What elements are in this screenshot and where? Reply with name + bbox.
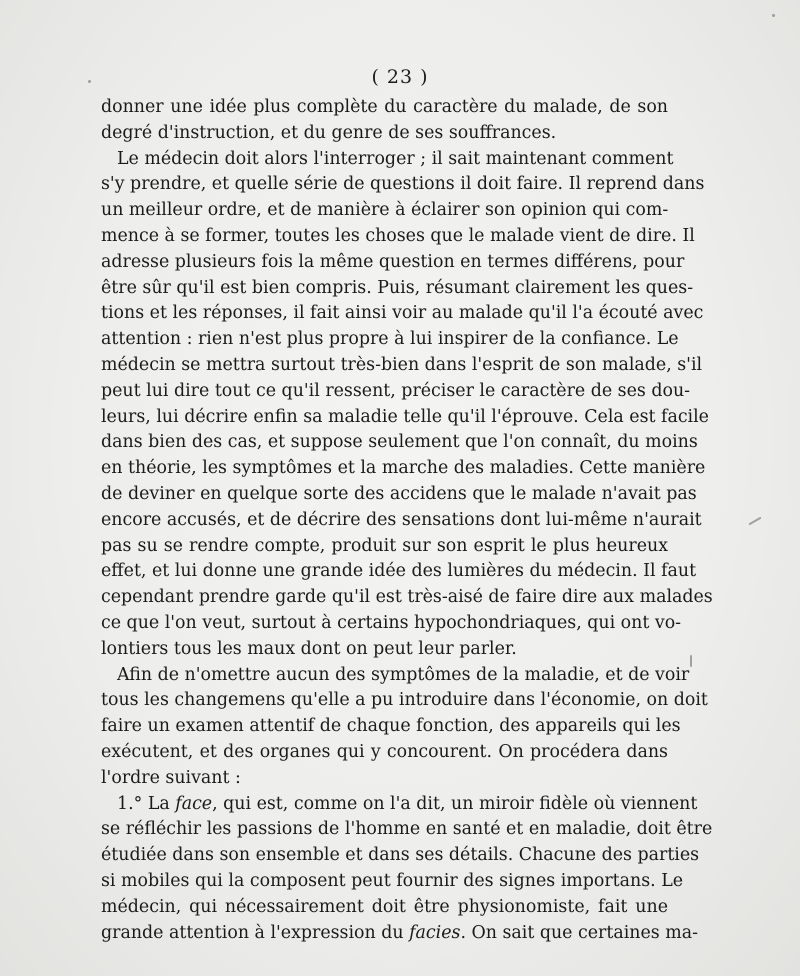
text-line: peut lui dire tout ce qu'il ressent, préciser le caractère de ses dou-	[101, 380, 691, 401]
text-line: être sûr qu'il est bien compris. Puis, résumant clairement les ques-	[101, 277, 694, 298]
text-line: donner une idée plus complète du caractère du malade, de son	[101, 97, 668, 117]
text-line: un meilleur ordre, et de manière à éclairer son opinion qui com-	[101, 200, 669, 221]
text-line: tions et les réponses, il fait ainsi voir au malade qu'il l'a écouté avec	[101, 303, 704, 324]
text-line: grande attention à l'expression du facies. On sait que certaines ma-	[101, 922, 698, 943]
text-line: médecin, qui nécessairement doit être physionomiste, fait une	[101, 896, 668, 917]
text-line: faire un examen attentif de chaque fonction, des appareils qui les	[101, 716, 681, 737]
text-line: lontiers tous les maux dont on peut leur parler.	[101, 638, 517, 659]
text-line: 1.° La face, qui est, comme on l'a dit, un miroir fidèle où viennent	[117, 793, 698, 814]
paper-speck	[748, 517, 761, 526]
text-line: mence à se former, toutes les choses que le malade vient de dire. Il	[101, 225, 695, 246]
text-line: l'ordre suivant :	[101, 767, 241, 788]
text-line: exécutent, et des organes qui y concourent. On procédera dans	[101, 741, 668, 762]
text-line: si mobiles qui la composent peut fournir des signes importans. Le	[101, 870, 684, 891]
text-line: ce que l'on veut, surtout à certains hypochondriaques, qui ont vo-	[101, 612, 682, 633]
text-line: adresse plusieurs fois la même question en termes différens, pour	[101, 251, 685, 272]
text-line: attention : rien n'est plus propre à lui inspirer de la confiance. Le	[101, 329, 679, 350]
text-line: Afin de n'omettre aucun des symptômes de la maladie, et de voir	[117, 664, 690, 685]
text-line: se réfléchir les passions de l'homme en santé et en maladie, doit être	[101, 819, 713, 840]
page-number: ( 23 )	[371, 66, 429, 88]
text-line: s'y prendre, et quelle série de questions il doit faire. Il reprend dans	[101, 174, 705, 195]
paper-speck	[772, 14, 775, 17]
paper-speck	[690, 655, 692, 667]
text-line: dans bien des cas, et suppose seulement que l'on connaît, du moins	[101, 432, 698, 453]
text-line: pas su se rendre compte, produit sur son esprit le plus heureux	[101, 535, 668, 556]
text-line: étudiée dans son ensemble et dans ses détails. Chacune des parties	[101, 845, 700, 866]
text-line: leurs, lui décrire enfin sa maladie telle qu'il l'éprouve. Cela est facile	[101, 406, 709, 427]
text-line: en théorie, les symptômes et la marche des maladies. Cette manière	[101, 458, 706, 479]
body-text	[101, 95, 713, 946]
text-line: de deviner en quelque sorte des accidens que le malade n'avait pas	[101, 483, 697, 504]
text-line: effet, et lui donne une grande idée des lumières du médecin. Il faut	[101, 561, 697, 582]
text-line: degré d'instruction, et du genre de ses souffrances.	[101, 122, 557, 143]
text-line: cependant prendre garde qu'il est très-aisé de faire dire aux malades	[101, 587, 713, 608]
text-line: Le médecin doit alors l'interroger ; il sait maintenant comment	[117, 148, 674, 169]
text-line: encore accusés, et de décrire des sensations dont lui-même n'aurait	[101, 509, 702, 530]
paper-speck	[88, 80, 91, 83]
text-line: tous les changemens qu'elle a pu introduire dans l'économie, on doit	[101, 690, 708, 711]
text-line: médecin se mettra surtout très-bien dans l'esprit de son malade, s'il	[101, 354, 703, 375]
